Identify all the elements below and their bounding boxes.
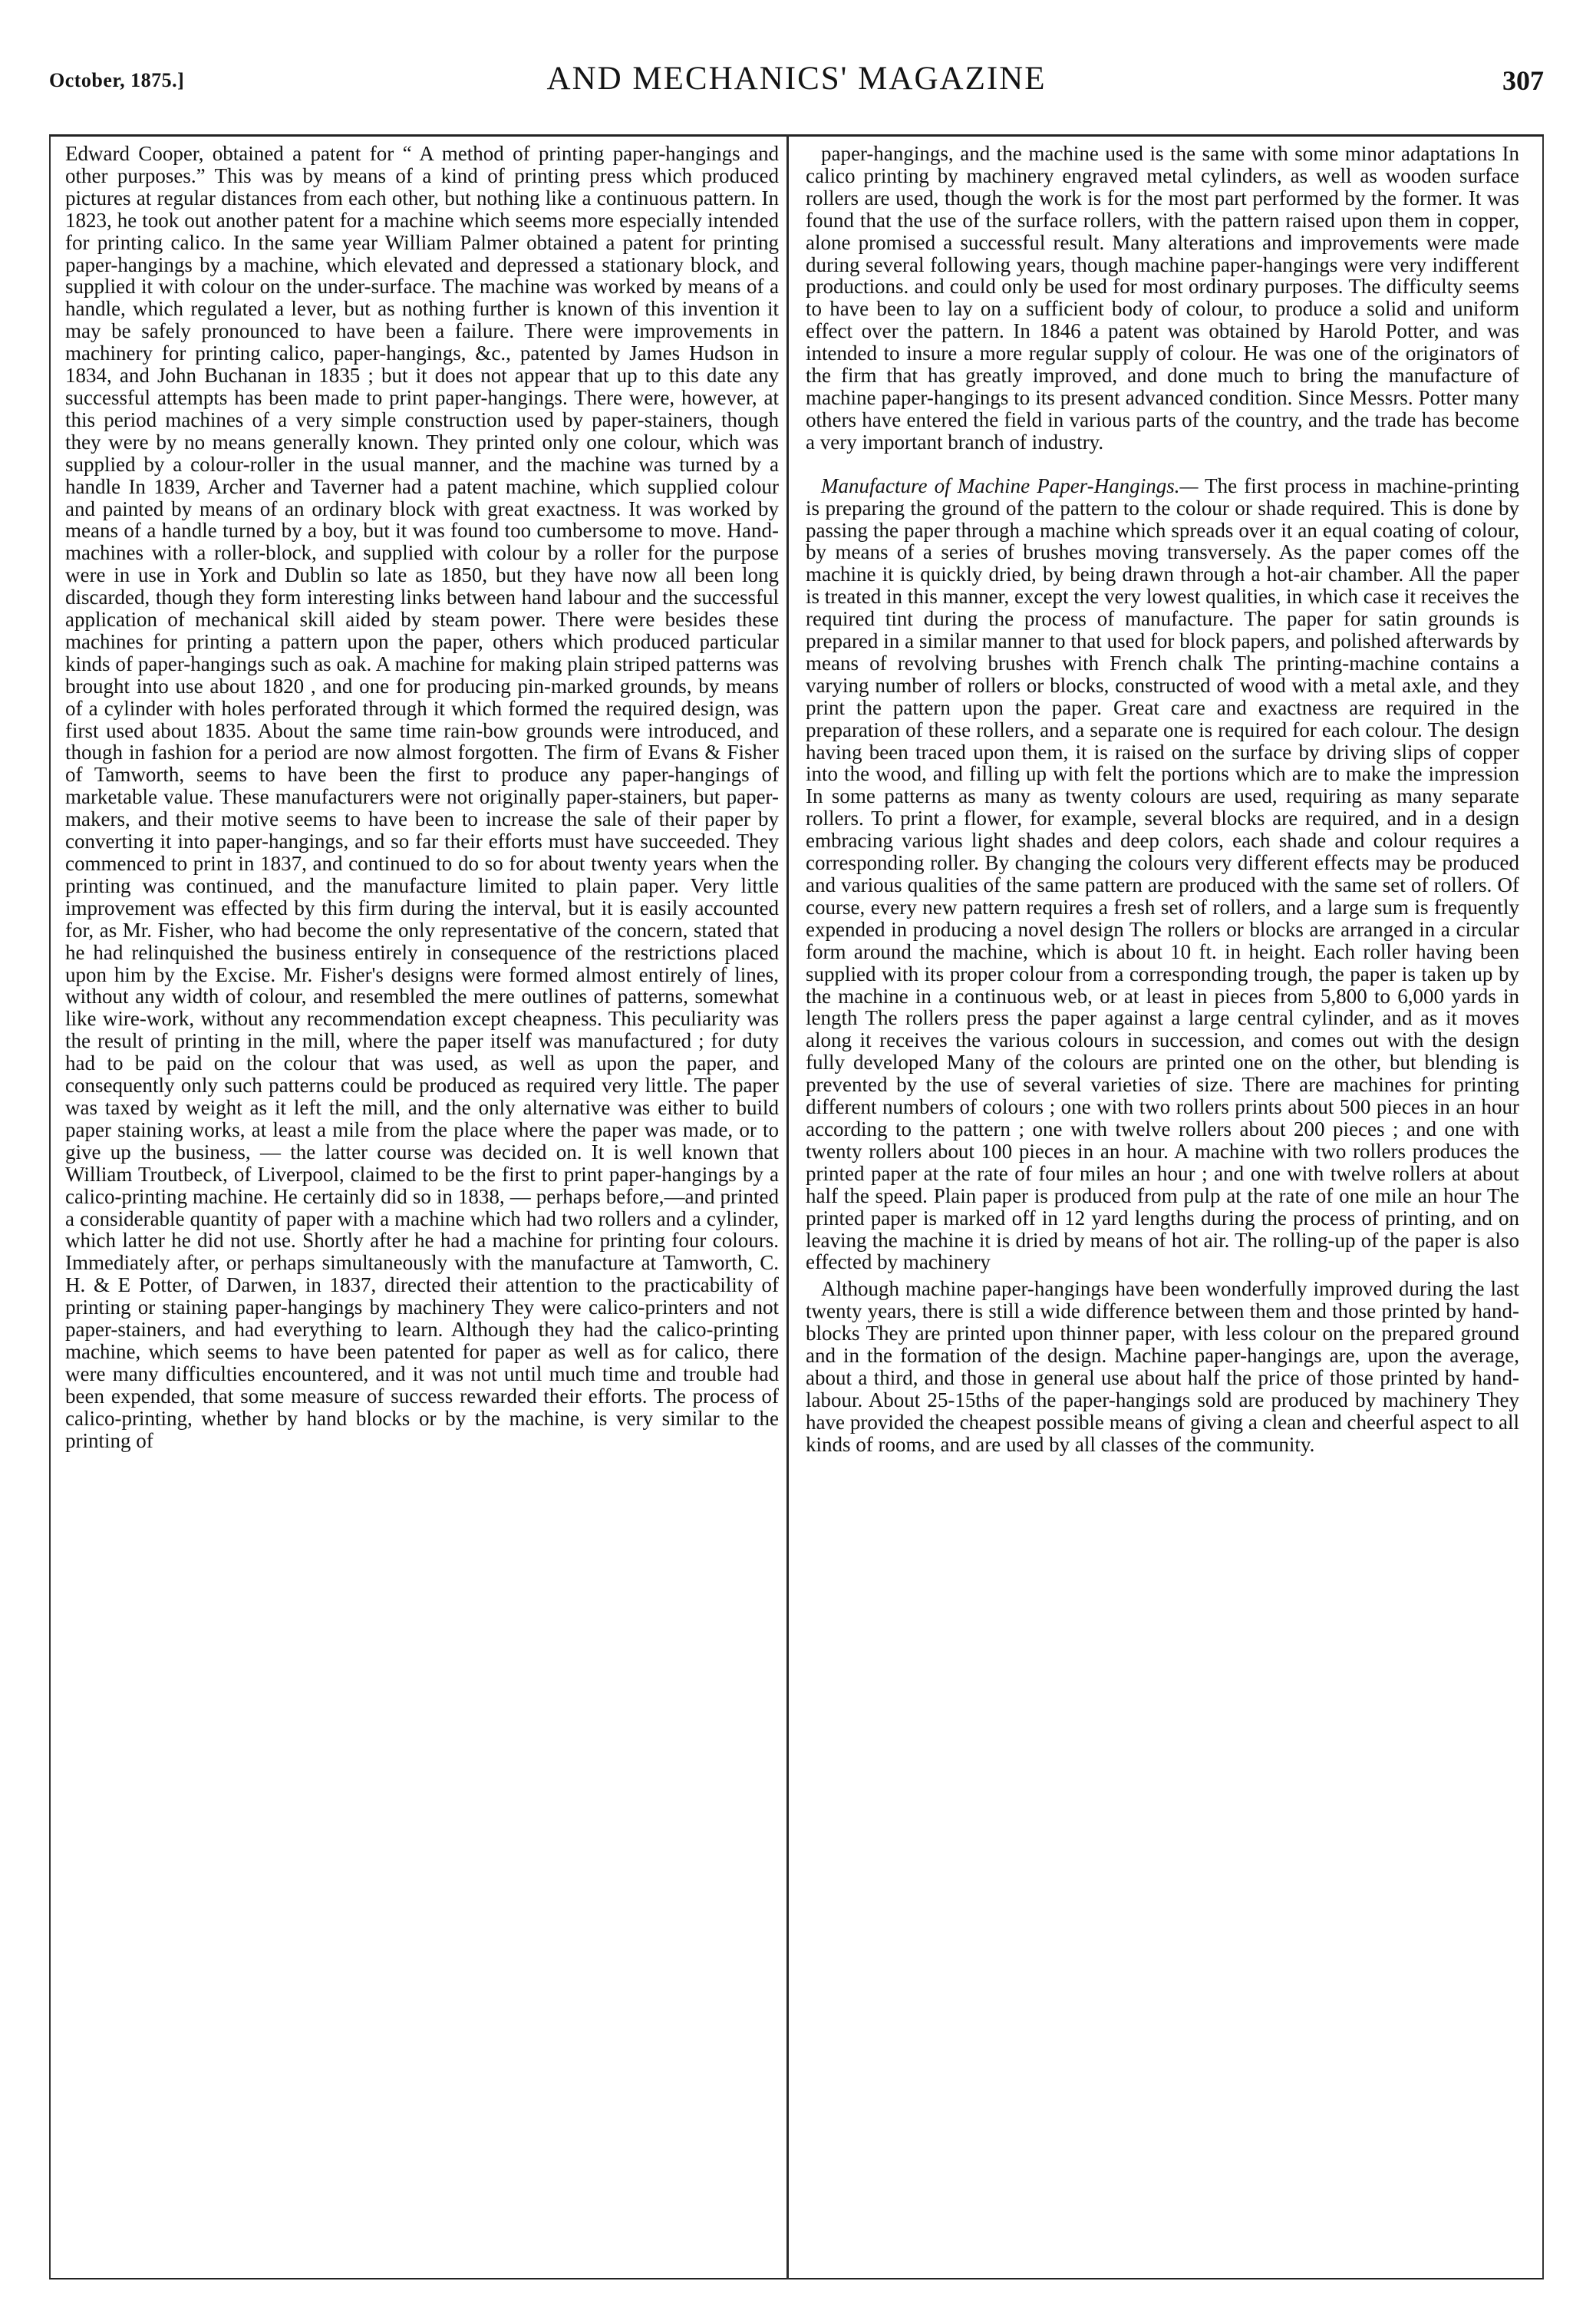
right-column-paragraph-3: Although machine paper-hangings have been wonderfully improved during the last twenty years, there is still a wide difference between them and those printed by hand-blocks They are printed upon thinner paper, with less colour on the prepared ground and in the formation of the design. Machine paper-hangings are, upon the average, about a third, and those in general use about half the price of those printed by hand-labour. About 25-15ths of the paper-hangings sold are produced by machinery They have provided the cheapest possible means of giving a clean and cheerful aspect to all kinds of rooms, and are used by all classes of the community. [806, 1277, 1519, 1456]
right-column [806, 143, 1519, 2269]
right-column-paragraph-1: paper-hangings, and the machine used is the same with some minor adaptations In calico printing by machinery engraved metal cylinders, as well as wooden surface rollers are used, though the work is for the most part performed by the former. It was found that the use of the surface rollers, with the pattern raised upon them in copper, alone promised a successful result. Many alterations and improvements were made during several following years, though machine paper-hangings were very indifferent productions. and could only be used for most ordinary purposes. The difficulty seems to have been to lay on a sufficient body of colour, to produce a solid and uniform effect over the pattern. In 1846 a patent was obtained by Harold Potter, and was intended to insure a more regular supply of colour. He was one of the originators of the firm that has greatly improved, and done much to bring the manufacture of machine paper-hangings to its present advanced condition. Since Messrs. Potter many others have entered the field in various parts of the country, and the trade has become a very important branch of industry. [806, 143, 1519, 454]
page-number: 307 [1502, 65, 1544, 96]
page-header [49, 60, 1544, 109]
running-title: AND MECHANICS' MAGAZINE [546, 61, 1047, 97]
column-divider [786, 134, 789, 2279]
section-subheading: Manufacture of Machine Paper-Hangings.— [821, 474, 1199, 497]
right-column-paragraph-2 [806, 475, 1519, 1274]
section-body: The first process in machine-printing is preparing the ground of the pattern to the colour or shade required. This is done by passing the paper through a machine which spreads over it an equal coating of colour, by means of a series of brushes moving transversely. As the paper comes off the machine it is quickly dried, by being drawn through a hot-air chamber. All the paper is treated in this manner, except the very lowest qualities, in which case it receives the required tint during the process of manufacture. The paper for satin grounds is prepared in a similar manner to that used for block papers, and polished afterwards by means of revolving brushes with French chalk The printing-machine contains a varying number of rollers or blocks, constructed of wood with a metal axle, and they print the pattern upon the paper. Great care and exactness are required in the preparation of these rollers, and a separate one is required for each colour. The design having been traced upon them, it is raised on the surface by driving slips of copper into the wood, and filling up with felt the portions which are to make the impression In some patterns as many as twenty colours are used, requiring as many separate rollers. To print a flower, for example, several blocks are required, and in a design embracing various light shades and deep colors, each shade and colour requires a corresponding roller. By changing the colours very different effects may be produced and various qualities of the same pattern are produced with the same set of rollers. Of course, every new pattern requires a fresh set of rollers, and a large sum is frequently expended in producing a novel design The rollers or blocks are arranged in a circular form around the machine, which is about 10 ft. in height. Each roller having been supplied with its proper colour from a corresponding trough, the paper is taken up by the machine in a continuous web, or at least in pieces from 5,800 to 6,000 yards in length The rollers press the paper against a large central cylinder, and as it moves along it receives the various colours in succession, and comes out with the design fully developed Many of the colours are printed one on the other, but blending is prevented by the use of several varieties of size. There are machines for printing different numbers of colours ; one with two rollers prints about 500 pieces in an hour according to the pattern ; one with twelve rollers about 200 pieces ; and one with twenty rollers about 100 pieces in an hour. A machine with two rollers produces the printed paper at the rate of four miles an hour ; and one with twelve rollers at about half the speed. Plain paper is produced from pulp at the rate of one mile an hour The printed paper is marked off in 12 yard lengths during the process of printing, and on leaving the machine it is dried by means of hot air. The rolling-up of the paper is also effected by machinery [806, 474, 1519, 1274]
left-column-paragraph: Edward Cooper, obtained a patent for “ A method of printing paper-hangings and other purposes.” This was by means of a kind of printing press which produced pictures at regular distances from each other, but nothing like a continuous pattern. In 1823, he took out another patent for a machine which seems more especially intended for printing calico. In the same year William Palmer obtained a patent for printing paper-hangings by a machine, which elevated and depressed a stationary block, and supplied it with colour on the under-surface. The machine was worked by means of a handle, which regulated a lever, but as nothing further is known of this invention it may be safely pronounced to have been a failure. There were improvements in machinery for printing calico, paper-hangings, &c., patented by James Hudson in 1834, and John Buchanan in 1835 ; but it does not appear that up to this date any successful attempts has been made to print paper-hangings. There were, however, at this period machines of a very simple construction used by paper-stainers, though they were by no means generally known. They printed only one colour, which was supplied by a colour-roller in the usual manner, and the machine was turned by a handle In 1839, Archer and Taverner had a patent machine, which supplied colour and painted by means of an ordinary block with great exactness. It was worked by means of a handle turned by a boy, but it was found too cumbersome to move. Hand-machines with a roller-block, and supplied with colour by a roller for the purpose were in use in York and Dublin so late as 1850, but they have now all been long discarded, though they form interesting links between hand labour and the successful application of mechanical skill aided by steam power. There were besides these machines for printing a pattern upon the paper, others which produced particular kinds of paper-hangings such as oak. A machine for making plain striped patterns was brought into use about 1820 , and one for producing pin-marked grounds, by means of a cylinder with holes perforated through it which formed the required design, was first used about 1835. About the same time rain-bow grounds were introduced, and though in fashion for a period are now almost forgotten. The firm of Evans & Fisher of Tamworth, seems to have been the first to produce any paper-hangings of marketable value. These manufacturers were not originally paper-stainers, but paper-makers, and their motive seems to have been to increase the sale of their paper by converting it into paper-hangings, and so far their efforts must have succeeded. They commenced to print in 1837, and continued to do so for about twenty years when the printing was continued, and the manufacture limited to plain paper. Very little improvement was effected by this firm during the interval, but it is easily accounted for, as Mr. Fisher, who had become the only representative of the concern, stated that he had relinquished the business entirely in consequence of the restrictions placed upon him by the Excise. Mr. Fisher's designs were formed almost entirely of lines, without any width of colour, and resembled the mere outlines of patterns, somewhat like wire-work, without any recommendation except cheapness. This peculiarity was the result of printing in the mill, where the paper itself was manufactured ; for duty had to be paid on the colour that was used, as well as upon the paper, and consequently only such patterns could be produced as required very little. The paper was taxed by weight as it left the mill, and the only alternative was either to build paper staining works, at least a mile from the place where the paper was made, or to give up the business, — the latter course was decided on. It is well known that William Troutbeck, of Liverpool, claimed to be the first to print paper-hangings by a calico-printing machine. He certainly did so in 1838, — perhaps before,—and printed a considerable quantity of paper with a machine which had two rollers and a cylinder, which latter he did not use. Shortly after he had a machine for printing four colours. Immediately after, or perhaps simultaneously with the manufacture at Tamworth, C. H. & E Potter, of Darwen, in 1837, directed their attention to the practicability of printing or staining paper-hangings by machinery They were calico-printers and not paper-stainers, and had everything to learn. Although they had the calico-printing machine, which seems to have been patented for paper as well as for calico, there were many difficulties encountered, and it was not until much time and trouble had been expended, that some measure of success rewarded their efforts. The process of calico-printing, whether by hand blocks or by the machine, is very similar to the printing of [65, 143, 779, 1452]
left-column [65, 143, 779, 2269]
issue-date: October, 1875.] [49, 69, 185, 91]
